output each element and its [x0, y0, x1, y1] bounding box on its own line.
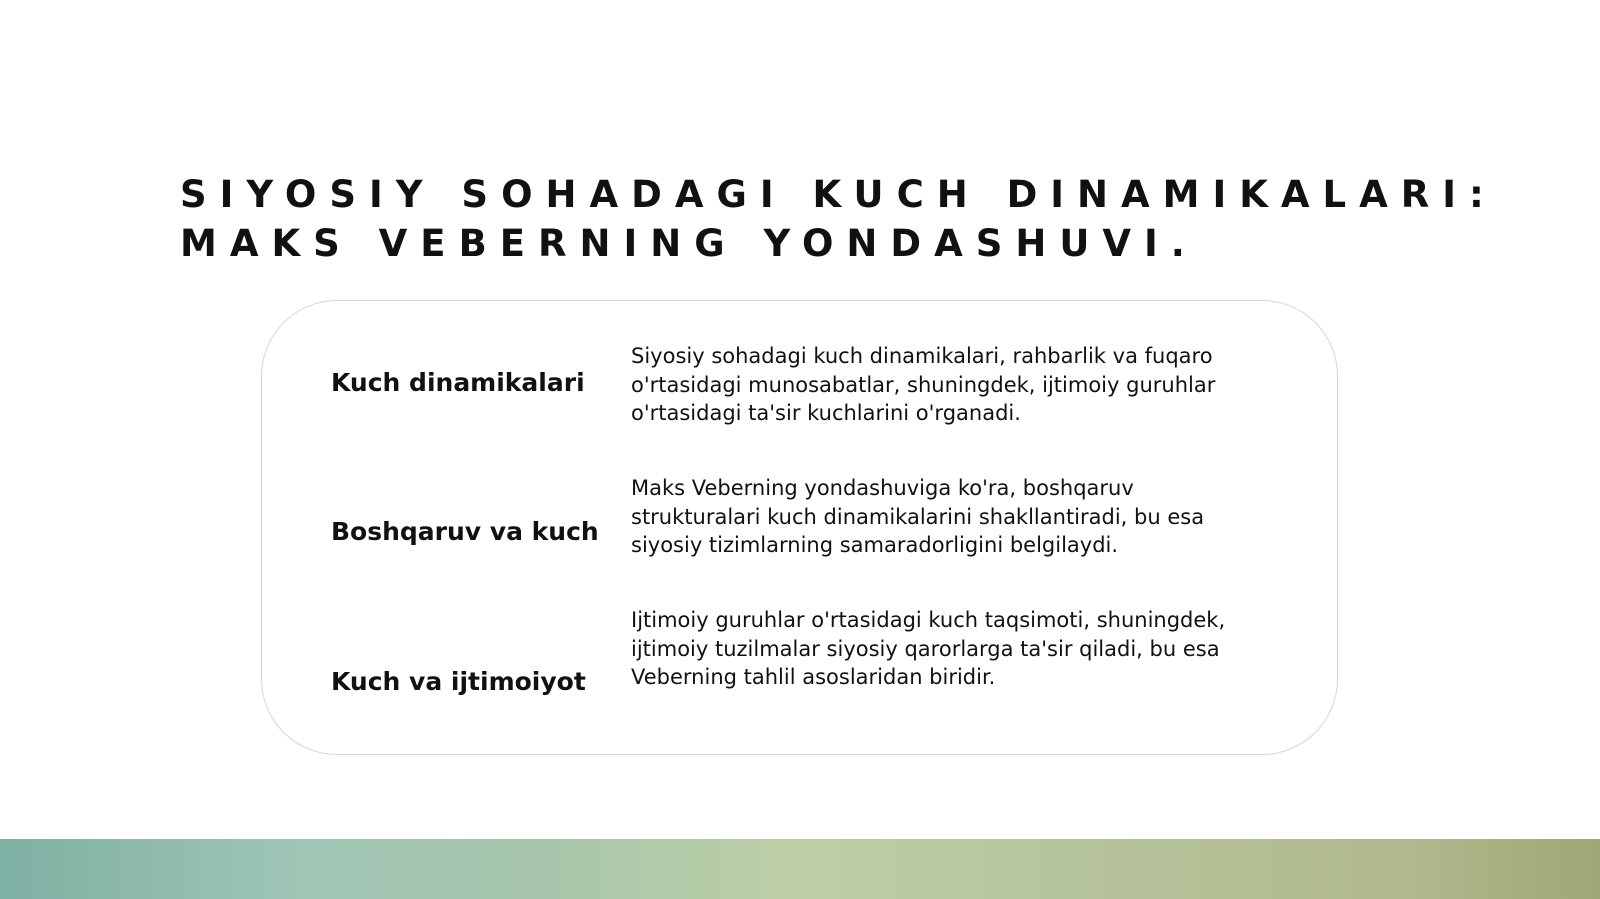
description-line: o'rtasidagi ta'sir kuchlarini o'rganadi.	[631, 401, 1021, 425]
term-boshqaruv-va-kuch: Boshqaruv va kuch	[331, 517, 599, 546]
description-line: Veberning tahlil asoslaridan biridir.	[631, 665, 996, 689]
description-kuch-dinamikalari	[631, 342, 1291, 428]
decorative-gradient-band	[0, 839, 1600, 899]
slide-title-line-2: MAKS VEBERNING YONDASHUVI.	[180, 222, 1198, 265]
term-kuch-va-ijtimoiyot: Kuch va ijtimoiyot	[331, 667, 586, 696]
description-line: siyosiy tizimlarning samaradorligini belgilaydi.	[631, 533, 1119, 557]
description-line: Ijtimoiy guruhlar o'rtasidagi kuch taqsimoti, shuningdek,	[631, 608, 1226, 632]
description-line: o'rtasidagi munosabatlar, shuningdek, ijtimoiy guruhlar	[631, 372, 1216, 397]
description-line: ijtimoiy tuzilmalar siyosiy qarorlarga ta'sir qiladi, bu esa	[631, 636, 1220, 661]
description-line: Siyosiy sohadagi kuch dinamikalari, rahbarlik va fuqaro	[631, 344, 1213, 368]
term-kuch-dinamikalari: Kuch dinamikalari	[331, 368, 585, 397]
description-kuch-va-ijtimoiyot	[631, 606, 1291, 692]
slide-title	[180, 170, 1497, 268]
description-boshqaruv-va-kuch	[631, 474, 1291, 560]
description-line: strukturalari kuch dinamikalarini shakllantiradi, bu esa	[631, 504, 1205, 529]
slide-title-line-1: SIYOSIY SOHADAGI KUCH DINAMIKALARI:	[180, 173, 1497, 216]
description-line: Maks Veberning yondashuviga ko'ra, boshqaruv	[631, 476, 1134, 500]
